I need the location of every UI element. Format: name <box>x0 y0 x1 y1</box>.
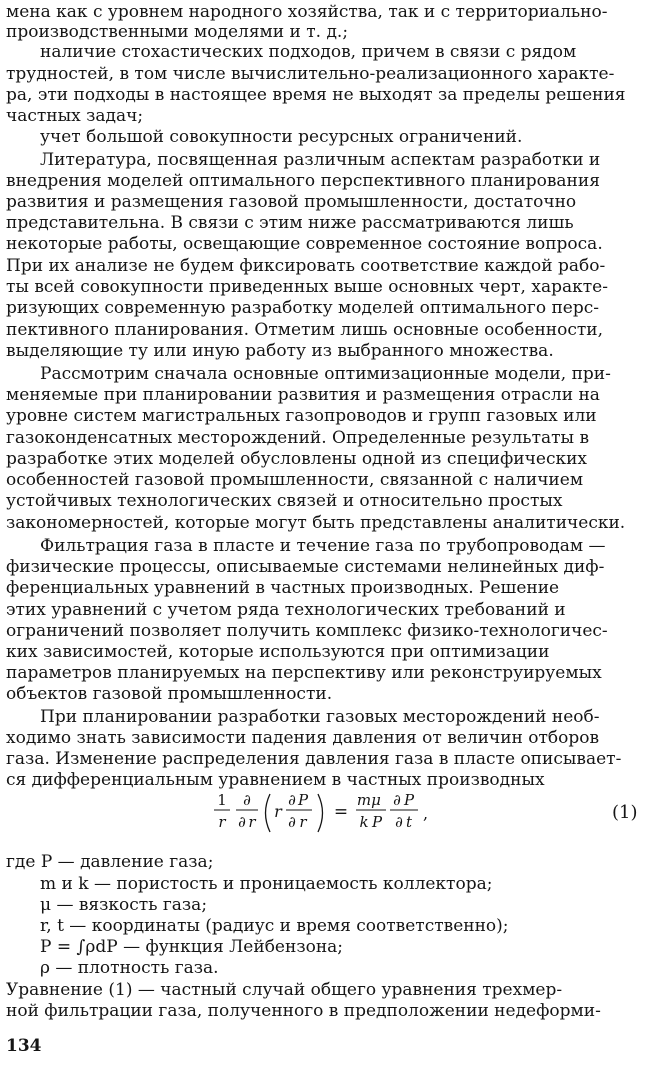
eq-P-3: P <box>403 791 415 809</box>
text-line: устойчивых технологических связей и относительно простых <box>6 491 563 511</box>
text-line: газоконденсатных месторождений. Определенные результаты в <box>6 428 590 448</box>
text-line: меняемые при планировании развития и размещения отрасли на <box>6 385 600 405</box>
text-line: трудностей, в том числе вычислительно-реализационного характе- <box>6 64 615 84</box>
eq-partial-3: ∂ <box>288 791 296 809</box>
text-line: ся дифференциальным уравнением в частных производных <box>6 770 545 790</box>
eq-partial-4: ∂ <box>288 813 296 831</box>
text-line: частных задач; <box>6 106 144 126</box>
definition-line: P = ∫ρdP — функция Лейбензона; <box>40 937 344 957</box>
text-line: мена как с уровнем народного хозяйства, так и с территориально- <box>6 2 608 22</box>
text-line: особенностей газовой промышленности, связанной с наличием <box>6 470 584 490</box>
text-line: представительна. В связи с этим ниже рассматриваются лишь <box>6 213 574 233</box>
equation-1 <box>210 790 510 836</box>
definition-line: m и k — пористость и проницаемость коллектора; <box>40 874 493 894</box>
text-line: При их анализе не будем фиксировать соответствие каждой рабо- <box>6 256 606 276</box>
text-line: ной фильтрации газа, полученного в предположении недеформи- <box>6 1001 601 1021</box>
eq-equals: = <box>333 802 349 822</box>
text-line: ких зависимостей, которые используются при оптимизации <box>6 642 550 662</box>
eq-r-4: r <box>299 813 307 831</box>
eq-partial-6: ∂ <box>395 813 403 831</box>
text-line: внедрения моделей оптимального перспективного планирования <box>6 171 600 191</box>
text-line: ризующих современную разработку моделей оптимального перс- <box>6 298 599 318</box>
text-line: физические процессы, описываемые системами нелинейных диф- <box>6 557 605 577</box>
definition-line: где P — давление газа; <box>6 852 214 872</box>
definition-line: r, t — координаты (радиус и время соответственно); <box>40 916 509 936</box>
text-line: Уравнение (1) — частный случай общего уравнения трехмер- <box>6 980 563 1000</box>
equation-number: (1) <box>612 802 638 823</box>
eq-partial-2: ∂ <box>238 813 246 831</box>
definition-line: ρ — плотность газа. <box>40 958 219 978</box>
eq-t: t <box>405 813 413 831</box>
eq-comma: , <box>423 804 429 823</box>
text-line: учет большой совокупности ресурсных ограничений. <box>40 127 523 147</box>
text-line: уровне систем магистральных газопроводов и групп газовых или <box>6 406 597 426</box>
eq-m: m <box>356 791 372 809</box>
text-line: ра, эти подходы в настоящее время не выходят за пределы решения <box>6 85 626 105</box>
eq-partial-5: ∂ <box>393 791 401 809</box>
text-line: объектов газовой промышленности. <box>6 684 333 704</box>
eq-k: k <box>359 813 369 831</box>
eq-one: 1 <box>217 791 227 809</box>
text-line: пективного планирования. Отметим лишь основные особенности, <box>6 320 604 340</box>
eq-P-2: P <box>371 813 383 831</box>
eq-r-denom: r <box>218 813 226 831</box>
text-line: ходимо знать зависимости падения давления от величин отборов <box>6 728 600 748</box>
text-line: производственными моделями и т. д.; <box>6 22 349 42</box>
text-line: газа. Изменение распределения давления газа в пласте описывает- <box>6 749 622 769</box>
text-line: ограничений позволяет получить комплекс физико-технологичес- <box>6 621 608 641</box>
text-line: Рассмотрим сначала основные оптимизационные модели, при- <box>40 364 611 384</box>
eq-r-3: r <box>274 802 282 821</box>
definition-line: μ — вязкость газа; <box>40 895 208 915</box>
text-line: параметров планируемых на перспективу или реконструируемых <box>6 663 602 683</box>
text-line: этих уравнений с учетом ряда технологических требований и <box>6 600 566 620</box>
text-line: Литература, посвященная различным аспектам разработки и <box>40 150 601 170</box>
page-number: 134 <box>6 1036 42 1056</box>
eq-mu: μ <box>371 791 381 809</box>
eq-r-2: r <box>248 813 256 831</box>
text-line: некоторые работы, освещающие современное состояние вопроса. <box>6 234 603 254</box>
text-line: ты всей совокупности приведенных выше основных черт, характе- <box>6 277 608 297</box>
text-line: ференциальных уравнений в частных производных. Решение <box>6 578 560 598</box>
eq-P-1: P <box>297 791 309 809</box>
eq-partial-1: ∂ <box>243 791 251 809</box>
text-line: разработке этих моделей обусловлены одной из специфических <box>6 449 588 469</box>
text-line: выделяющие ту или иную работу из выбранного множества. <box>6 341 554 361</box>
text-line: Фильтрация газа в пласте и течение газа по трубопроводам — <box>40 536 606 556</box>
text-line: наличие стохастических подходов, причем в связи с рядом <box>40 42 577 62</box>
text-line: закономерностей, которые могут быть представлены аналитически. <box>6 513 626 533</box>
text-line: При планировании разработки газовых месторождений необ- <box>40 707 600 727</box>
text-line: развития и размещения газовой промышленности, достаточно <box>6 192 577 212</box>
